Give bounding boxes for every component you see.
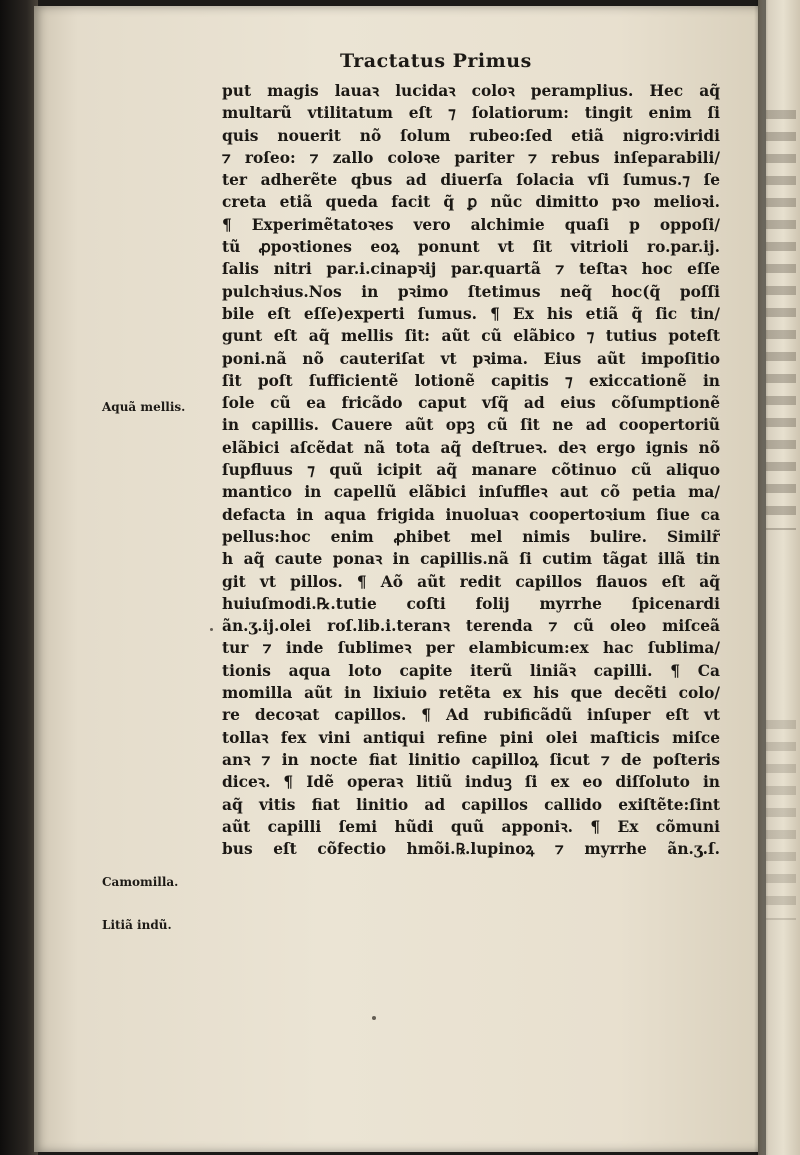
text-line: ter adherẽte qbus ad diuerſa ſolacia vſi ſumus.⁊ ſe bbox=[222, 171, 720, 190]
text-line: diceꝛ. ¶ Idẽ operaꝛ litiũ induꝫ ſi ex eo diſſoluto in bbox=[222, 773, 720, 792]
text-line: gunt eſt aq̃ mellis ſit: aũt cũ elãbico ⁊ tutius poteſt bbox=[222, 327, 720, 346]
text-line: ſalis nitri par.i.cinapꝛij par.quartã ⁊ teſtaꝛ hoc eſſe bbox=[222, 260, 720, 279]
text-line: ſit poſt ſufficientẽ lotionẽ capitis ⁊ exiccationẽ in bbox=[222, 371, 720, 390]
text-line: aũt capilli ſemi hũdi quũ apponiꝛ. ¶ Ex cõmuni bbox=[222, 817, 720, 836]
text-line: huiuſmodi.℞.tutie coſti folij myrrhe ſpicenardi bbox=[222, 594, 720, 613]
text-line: aq̃ vitis fiat linitio ad capillos callido exiſtẽte:ſint bbox=[222, 795, 720, 814]
text-line: ¶ Experimẽtatoꝛes vero alchimie quaſi p oppoſi/ bbox=[222, 215, 720, 234]
text-line: bus eſt cõfectio hmõi.℞.lupinoꝝ ⁊ myrrhe ãn.ʒ.ſ. bbox=[222, 840, 720, 859]
text-line: creta etiã queda facit q̃ ꝑ nũc dimitto pꝛo melioꝛi. bbox=[222, 193, 720, 212]
text-line: anꝛ ⁊ in nocte fiat linitio capilloꝝ ſicut ⁊ de poſteris bbox=[222, 750, 720, 769]
text-line: tur ⁊ inde ſublimeꝛ per elambicum:ex hac ſublima/ bbox=[222, 639, 720, 658]
text-line: ãn.ʒ.ij.olei roſ.lib.i.teranꝛ terenda ⁊ cũ oleo miſceã bbox=[222, 617, 720, 636]
text-line: re decoꝛat capillos. ¶ Ad rubificãdũ inſuper eſt vt bbox=[222, 706, 720, 725]
text-line: ⁊ roſeo: ⁊ zallo coloꝛe pariter ⁊ rebus inſeparabili/ bbox=[222, 148, 720, 167]
text-line: mantico in capellũ elãbici inſuffleꝛ aut cõ petia ma/ bbox=[222, 483, 720, 502]
marginal-note: Aquã mellis. bbox=[102, 400, 186, 414]
facing-page-text-ghost bbox=[766, 110, 796, 530]
running-header: Tractatus Primus bbox=[340, 50, 532, 72]
text-line: ſole cũ ea fricãdo caput vſq̃ ad eius cõſumptionẽ bbox=[222, 394, 720, 413]
text-line: ſupfluus ⁊ quũ icipit aq̃ manare cõtinuo cũ aliquo bbox=[222, 461, 720, 480]
text-line: in capillis. Cauere aũt opꝫ cũ ſit ne ad coopertoriũ bbox=[222, 416, 720, 435]
ink-speck bbox=[210, 628, 213, 631]
text-line: tũ ꝓpoꝛtiones eoꝝ ponunt vt ſit vitrioli ro.par.ij. bbox=[222, 238, 720, 257]
main-text-column bbox=[222, 80, 720, 860]
text-line: git vt pillos. ¶ Aõ aũt redit capillos flauos eſt aq̃ bbox=[222, 572, 720, 591]
text-line: bile eſt eſſe)experti ſumus. ¶ Ex his etiã q̃ ſic tin/ bbox=[222, 304, 720, 323]
text-line: pulchꝛius.Nos in pꝛimo ſtetimus neq̃ hoc(q̃ poſſi bbox=[222, 282, 720, 301]
book-binding bbox=[0, 0, 38, 1155]
text-line: tollaꝛ fex vini antiqui refine pini olei maſticis miſce bbox=[222, 728, 720, 747]
text-line: quis nouerit nõ ſolum rubeo:ſed etiã nigro:viridi bbox=[222, 126, 720, 145]
text-line: put magis lauaꝛ lucidaꝛ coloꝛ peramplius. Hec aq̃ bbox=[222, 82, 720, 100]
text-line: pellus:hoc enim ꝓhibet mel nimis bulire. Similr̃ bbox=[222, 527, 720, 546]
facing-page-text-ghost-lower bbox=[766, 720, 796, 920]
text-line: momilla aũt in lixiuio retẽta ex his que decẽti colo/ bbox=[222, 684, 720, 703]
ink-speck bbox=[372, 1016, 376, 1020]
text-line: multarũ vtilitatum eſt ⁊ ſolatiorum: tingit enim ſi bbox=[222, 104, 720, 123]
text-line: poni.nã nõ cauteriſat vt pꝛima. Eius aũt impoſitio bbox=[222, 349, 720, 368]
text-line: defacta in aqua frigida inuoluaꝛ coopertoꝛium ſiue ca bbox=[222, 505, 720, 524]
text-line: tionis aqua loto capite iterũ liniãꝛ capilli. ¶ Ca bbox=[222, 661, 720, 680]
marginal-note: Camomilla. bbox=[102, 875, 179, 889]
marginal-note: Litiã indũ. bbox=[102, 918, 172, 932]
text-line: elãbici aſcẽdat nã tota aq̃ deſtrueꝛ. deꝛ ergo ignis nõ bbox=[222, 438, 720, 457]
text-line: h aq̃ caute ponaꝛ in capillis.nã ſi cutim tãgat illã tin bbox=[222, 550, 720, 569]
gutter-shadow bbox=[754, 0, 766, 1155]
